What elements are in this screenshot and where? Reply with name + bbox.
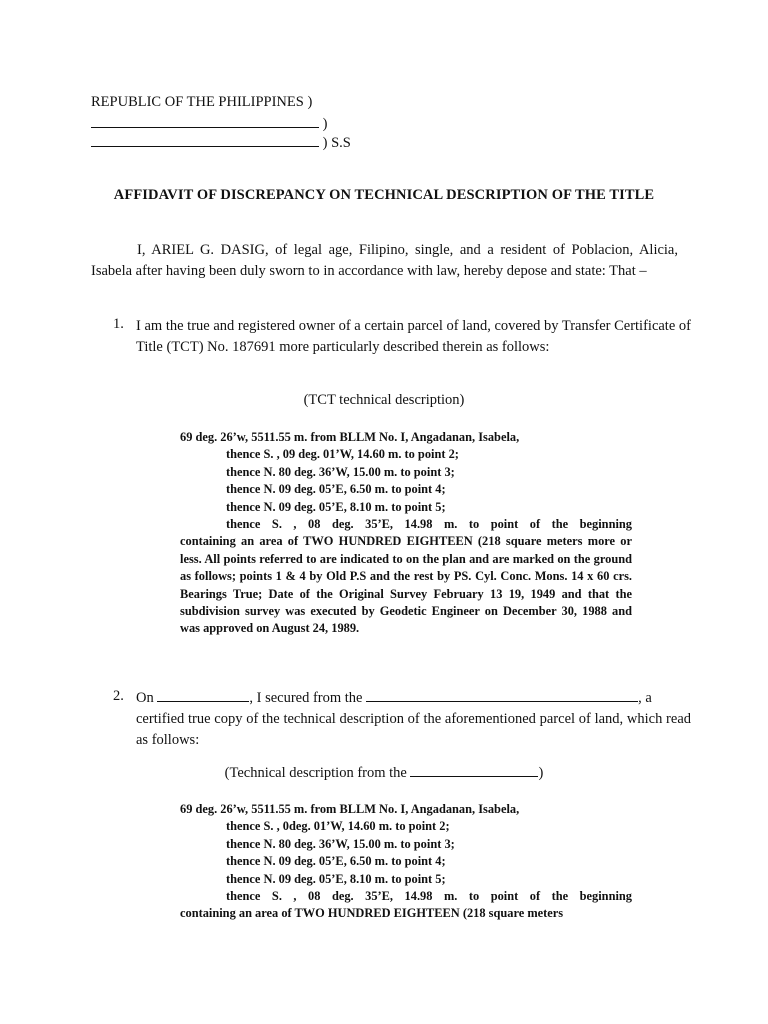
- venue-ss: ) S.S: [322, 135, 351, 151]
- item-2-number: 2.: [113, 688, 124, 704]
- item-2-comma-a: , a: [638, 690, 652, 706]
- date-blank[interactable]: [157, 689, 249, 702]
- venue-blank-line-1: [91, 114, 327, 133]
- caption-2-lead: (Technical description from the: [224, 765, 407, 781]
- intro-paragraph: I, ARIEL G. DASIG, of legal age, Filipino, single, and a resident of Poblacion, Alicia, Isabela after having been duly sworn to in accordance with law, hereby depose and state: That –: [91, 242, 678, 279]
- tech1-line-4: thence N. 09 deg. 05’E, 8.10 m. to point 5;: [226, 499, 446, 514]
- item-2-secured: , I secured from the: [249, 690, 363, 706]
- item-1-number: 1.: [113, 316, 124, 332]
- item-2-on: On: [136, 690, 154, 706]
- tech1-first-line: 69 deg. 26’w, 5511.55 m. from BLLM No. I, Angadanan, Isabela,: [180, 430, 520, 444]
- item-1-text: I am the true and registered owner of a certain parcel of land, covered by Transfer Certificate of Title (TCT) No. 187691 more particularly described therein as follows:: [136, 318, 691, 355]
- caption-2-end: ): [538, 765, 544, 781]
- tct-technical-description: [180, 429, 632, 638]
- document-title: AFFIDAVIT OF DISCREPANCY ON TECHNICAL DESCRIPTION OF THE TITLE: [113, 187, 655, 203]
- venue-blank-1[interactable]: [91, 114, 319, 128]
- venue-paren-1: ): [322, 116, 328, 132]
- tech2-line-4: thence N. 09 deg. 05’E, 8.10 m. to point 5;: [226, 871, 446, 886]
- source-office-blank[interactable]: [366, 689, 638, 702]
- item-2-rest: certified true copy of the technical description of the aforementioned parcel of land, which read as follows:: [136, 711, 691, 748]
- tech2-first-line: 69 deg. 26’w, 5511.55 m. from BLLM No. I, Angadanan, Isabela,: [180, 802, 520, 816]
- item-2-text: [136, 688, 691, 751]
- tct-caption: (TCT technical description): [303, 392, 465, 408]
- tech2-last-lead: thence S. , 08 deg. 35’E, 14.98 m. to point of the beginning: [226, 889, 632, 904]
- tech1-line-3: thence N. 09 deg. 05’E, 6.50 m. to point 4;: [226, 482, 446, 497]
- venue-blank-line-2: [91, 133, 351, 152]
- item-2-first-line: [136, 688, 691, 709]
- tech2-body-partial: containing an area of TWO HUNDRED EIGHTEEN (218 square meters: [180, 906, 564, 921]
- venue-republic: REPUBLIC OF THE PHILIPPINES ): [91, 94, 313, 110]
- technical-caption-2: [0, 764, 768, 782]
- tech2-line-3: thence N. 09 deg. 05’E, 6.50 m. to point 4;: [226, 854, 446, 869]
- tech2-line-2: thence N. 80 deg. 36’W, 15.00 m. to point 3;: [226, 836, 455, 851]
- tech2-line-1: thence S. , 0deg. 01’W, 14.60 m. to point 2;: [226, 819, 450, 834]
- caption-2-blank[interactable]: [410, 764, 538, 777]
- tech1-line-1: thence S. , 09 deg. 01’W, 14.60 m. to point 2;: [226, 447, 459, 462]
- tech1-last-lead: thence S. , 08 deg. 35’E, 14.98 m. to point of the beginning: [226, 517, 632, 532]
- tech1-body: containing an area of TWO HUNDRED EIGHTEEN (218 square meters more or less. All points referred to are indicated to on the plan and are marked on the ground as follows; points 1 & 4 by Old P.S and the rest by PS. Cyl. Conc. Mons. 14 x 60 crs. Bearings True; Date of the Original Survey February 13 19, 1949 and that the subdivision survey was executed by Geodetic Engineer on December 30, 1988 and was approved on August 24, 1989.: [180, 534, 632, 636]
- venue-blank-2[interactable]: [91, 133, 319, 147]
- second-technical-description: [180, 801, 632, 923]
- tech1-line-2: thence N. 80 deg. 36’W, 15.00 m. to point 3;: [226, 464, 455, 479]
